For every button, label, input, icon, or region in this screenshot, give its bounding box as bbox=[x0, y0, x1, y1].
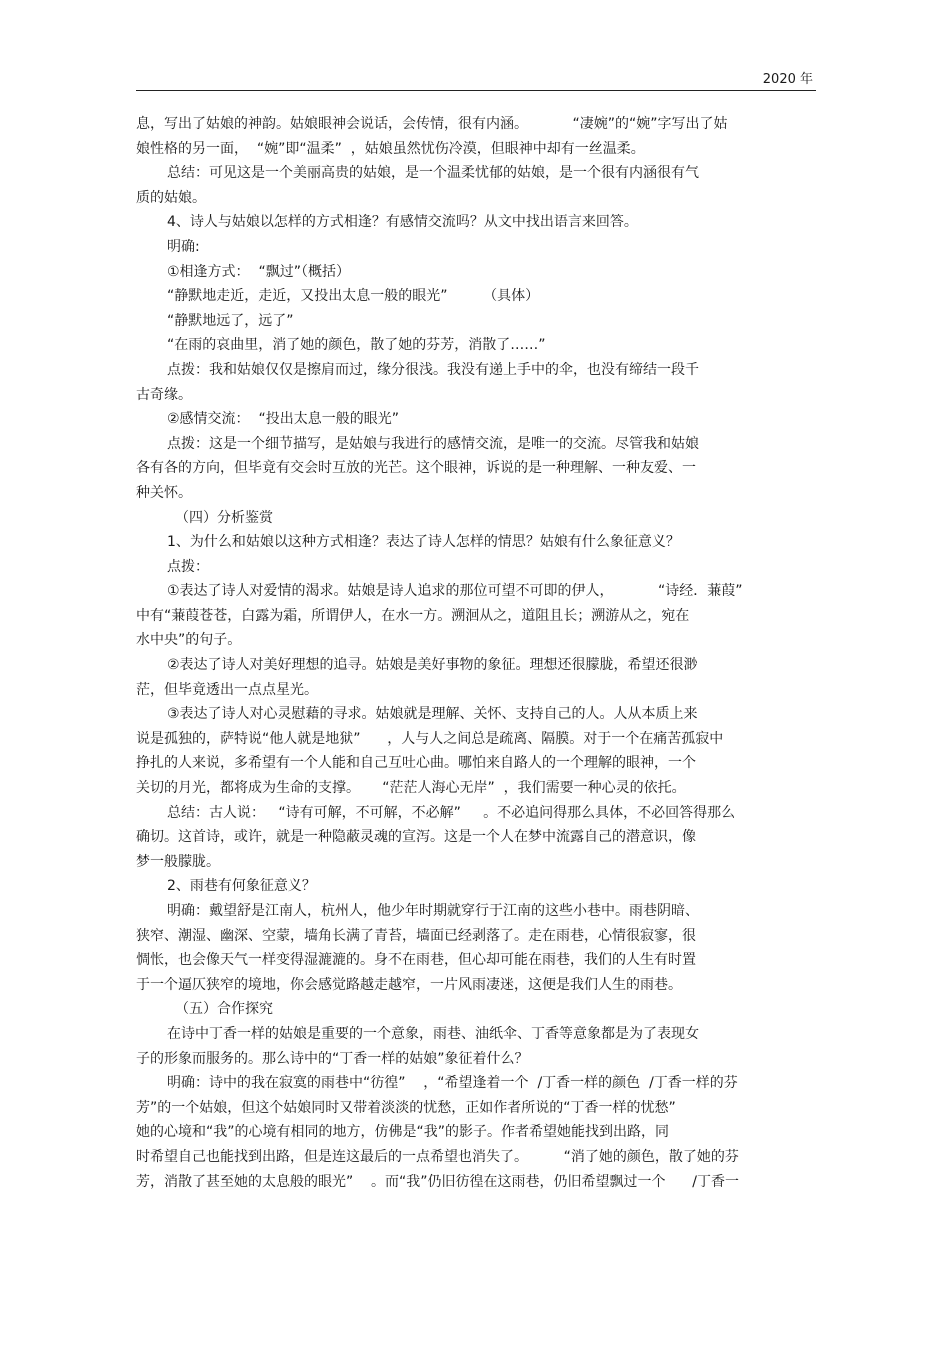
text-line: 总结：可见这是一个美丽高贵的姑娘，是一个温柔忧郁的姑娘，是一个很有内涵很有气 bbox=[167, 165, 699, 182]
text-line: 在诗中丁香一样的姑娘是重要的一个意象，雨巷、油纸伞、丁香等意象都是为了表现女 bbox=[167, 1025, 699, 1042]
document-body bbox=[136, 112, 816, 1194]
text-line: 息，写出了姑娘的神韵。姑娘眼神会说话，会传情，很有内涵。 “凄婉”的“婉”字写出了姑 bbox=[136, 116, 728, 132]
text-line: ①相逢方式： “飘过”（概括） bbox=[167, 263, 350, 280]
text-line: 说是孤独的，萨特说“他人就是地狱” ，人与人之间总是疏离、隔膜。对于一个在痛苦孤寂中 bbox=[136, 730, 724, 747]
text-line: 总结：古人说： “诗有可解，不可解，不必解” 。不必追问得那么具体，不必回答得那么 bbox=[167, 804, 736, 821]
text-line: 惆怅，也会像天气一样变得湿漉漉的。身不在雨巷，但心却可能在雨巷，我们的人生有时置 bbox=[136, 952, 696, 969]
text-line: “静默地远了，远了” bbox=[167, 312, 294, 329]
text-line: ③表达了诗人对心灵慰藉的寻求。姑娘就是理解、关怀、支持自己的人。人从本质上来 bbox=[167, 706, 698, 723]
text-line: 种关怀。 bbox=[136, 484, 192, 501]
text-line: “在雨的哀曲里，消了她的颜色，散了她的芬芳，消散了……” bbox=[167, 337, 546, 354]
text-line: 茫，但毕竟透出一点点星光。 bbox=[136, 681, 318, 698]
text-line: 时希望自己也能找到出路，但是连这最后的一点希望也消失了。 “消了她的颜色，散了她的芬 bbox=[136, 1148, 739, 1165]
text-line: 子的形象而服务的。那么诗中的“丁香一样的姑娘”象征着什么？ bbox=[136, 1050, 529, 1067]
text-line: （四）分析鉴赏 bbox=[175, 509, 273, 526]
text-line: 芳，消散了甚至她的太息般的眼光” 。而“我”仍旧彷徨在这雨巷，仍旧希望飘过一个 /丁香一 bbox=[136, 1173, 739, 1190]
text-line: 她的心境和“我”的心境有相同的地方，仿佛是“我”的影子。作者希望她能找到出路，同 bbox=[136, 1124, 670, 1141]
text-line: 中有“蒹葭苍苍，白露为霜，所谓伊人，在水一方。溯洄从之，道阻且长；溯游从之，宛在 bbox=[136, 607, 690, 624]
text-line: 各有各的方向，但毕竟有交会时互放的光芒。这个眼神，诉说的是一种理解、一种友爱、一 bbox=[136, 460, 696, 477]
header-rule bbox=[136, 90, 816, 91]
text-line: 狭窄、潮湿、幽深、空蒙，墙角长满了青苔，墙面已经剥落了。走在雨巷，心情很寂寥，很 bbox=[136, 927, 696, 944]
text-line: 娘性格的另一面， “婉”即“温柔” ，姑娘虽然忧伤冷漠，但眼神中却有一丝温柔。 bbox=[136, 140, 645, 157]
text-line: 确切。这首诗，或许，就是一种隐蔽灵魂的宣泻。这是一个人在梦中流露自己的潜意识，像 bbox=[136, 829, 696, 846]
text-line: 芳”的一个姑娘，但这个姑娘同时又带着淡淡的忧愁，正如作者所说的“丁香一样的忧愁” bbox=[136, 1099, 676, 1116]
text-line: 明确：戴望舒是江南人，杭州人，他少年时期就穿行于江南的这些小巷中。雨巷阴暗、 bbox=[167, 903, 699, 919]
text-line: “静默地走近，走近，又投出太息一般的眼光” （具体） bbox=[167, 288, 540, 305]
text-line: 梦一般朦胧。 bbox=[136, 853, 220, 870]
header-year: 2020 年 bbox=[762, 72, 813, 87]
text-line: 点拨：我和姑娘仅仅是擦肩而过，缘分很浅。我没有递上手中的伞，也没有缔结一段千 bbox=[167, 361, 699, 378]
text-line: ②感情交流： “投出太息一般的眼光” bbox=[167, 411, 399, 428]
text-line: 古奇缘。 bbox=[136, 386, 192, 403]
text-line: ①表达了诗人对爱情的渴求。姑娘是诗人追求的那位可望不可即的伊人， “诗经．蒹葭” bbox=[167, 583, 743, 600]
text-line: 4、诗人与姑娘以怎样的方式相逢？有感情交流吗？从文中找出语言来回答。 bbox=[167, 214, 638, 231]
text-line: 明确：诗中的我在寂寞的雨巷中“彷徨” ，“希望逢着一个 /丁香一样的颜色 /丁香一样的芬 bbox=[167, 1075, 738, 1092]
text-line: 明确: bbox=[167, 238, 200, 255]
text-line: 质的姑娘。 bbox=[136, 189, 206, 206]
text-line: 点拨： bbox=[167, 558, 209, 575]
text-line: ②表达了诗人对美好理想的追寻。姑娘是美好事物的象征。理想还很朦胧，希望还很渺 bbox=[167, 657, 698, 674]
text-line: 点拨：这是一个细节描写，是姑娘与我进行的感情交流，是唯一的交流。尽管我和姑娘 bbox=[167, 435, 699, 452]
text-line: 于一个逼仄狭窄的境地，你会感觉路越走越窄，一片风雨凄迷，这便是我们人生的雨巷。 bbox=[136, 976, 682, 993]
text-line: （五）合作探究 bbox=[175, 1001, 273, 1018]
text-line: 挣扎的人来说，多希望有一个人能和自己互吐心曲。哪怕来自路人的一个理解的眼神，一个 bbox=[136, 755, 696, 772]
text-line: 关切的月光，都将成为生命的支撑。 “茫茫人海心无岸” ，我们需要一种心灵的依托。 bbox=[136, 780, 686, 797]
text-line: 1、为什么和姑娘以这种方式相逢？表达了诗人怎样的情思？姑娘有什么象征意义？ bbox=[167, 534, 680, 551]
text-line: 2、雨巷有何象征意义？ bbox=[167, 878, 316, 895]
text-line: 水中央”的句子。 bbox=[136, 632, 242, 649]
